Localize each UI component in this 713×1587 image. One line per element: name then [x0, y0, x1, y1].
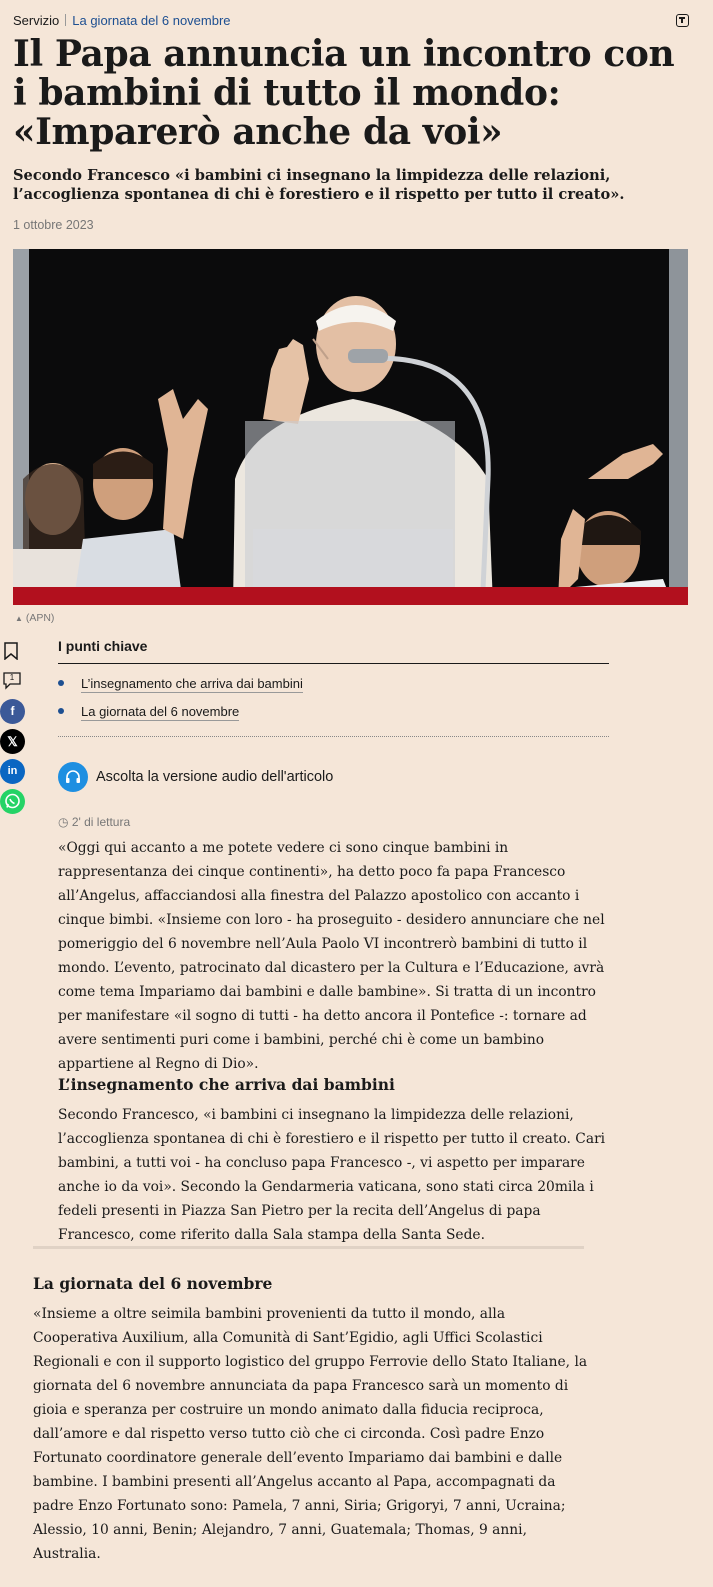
- paragraph: «Insieme a oltre seimila bambini provenienti da tutto il mondo, alla Cooperativa Auxilium, alla Comunità di Sant’Egidio, agli Uffici Scolastici Regionali e con il supporto logistico del gruppo Ferrovie dello Stato Italiane, la giornata del 6 novembre annunciata da papa Francesco sarà un momento di gioia e speranza per costruire un mondo animato dalla fiducia reciproca, dall’amore e dal rispetto verso tutto ciò che ci circonda. Così padre Enzo Fortunato coordinatore generale dell’evento Impariamo dai bambini e dalle bambine. I bambini presenti all’Angelus accanto al Papa, accompagnati da padre Enzo Fortunato sono: Pamela, 7 anni, Siria; Grigoryi, 7 anni, Ucraina; Alessio, 10 anni, Benin; Alejandro, 7 anni, Guatemala; Thomas, 9 anni, Australia.: [33, 1306, 588, 1562]
- section-heading: L’insegnamento che arriva dai bambini: [58, 1075, 395, 1094]
- x-icon[interactable]: 𝕏: [0, 729, 25, 754]
- facebook-icon[interactable]: f: [0, 699, 25, 724]
- article-photo: [13, 249, 688, 605]
- headphones-icon[interactable]: [58, 762, 88, 792]
- reading-time: ◷ 2' di lettura: [58, 815, 131, 829]
- bullet-icon: [58, 680, 64, 686]
- comment-button[interactable]: [3, 672, 21, 690]
- bullet-icon: [58, 708, 64, 714]
- key-points-title: I punti chiave: [58, 636, 609, 664]
- text-size-icon[interactable]: [676, 14, 689, 27]
- publish-date: 1 ottobre 2023: [13, 218, 94, 232]
- comment-count: 1: [9, 673, 15, 682]
- key-point-link[interactable]: L’insegnamento che arriva dai bambini: [81, 676, 303, 691]
- top-bar: [13, 13, 689, 31]
- key-point-link[interactable]: La giornata del 6 novembre: [81, 704, 240, 719]
- paragraph: Secondo Francesco, «i bambini ci insegnano la limpidezza delle relazioni, l’accoglienza spontanea di chi è forestiero e il rispetto per tutto il creato. Cari bambini, a tutti voi - ha concluso papa Francesco -, vi aspetto per imparare anche io da voi». Secondo la Gendarmeria vaticana, sono stati circa 20mila i fedeli presenti in Piazza San Pietro per la recita dell’Angelus di papa Francesco, come riferito dalla Sala stampa della Santa Sede.: [58, 1107, 606, 1243]
- linkedin-icon[interactable]: in: [0, 759, 25, 784]
- audio-label[interactable]: Ascolta la versione audio dell'articolo: [96, 769, 334, 785]
- caret-up-icon: ▲: [15, 614, 23, 623]
- key-points-divider: [58, 736, 609, 737]
- key-point-item[interactable]: [58, 675, 609, 692]
- topic-link[interactable]: La giornata del 6 novembre: [72, 13, 231, 28]
- paragraph: «Oggi qui accanto a me potete vedere ci sono cinque bambini in rappresentanza dei cinque continenti», ha detto poco fa papa Francesco all’Angelus, affacciandosi alla finestra del Palazzo apostolico con accanto i cinque bimbi. «Insieme con loro - ha proseguito - desidero annunciare che nel pomeriggio del 6 novembre nell’Aula Paolo VI incontrerò bambini di tutto il mondo. L’evento, patrocinato dal dicastero per la Cultura e l’Educazione, avrà come tema Impariamo dai bambini e dalle bambine». Si tratta di un incontro per manifestare «il sogno di tutti - ha detto ancora il Pontefice -: tornare ad avere sentimenti puri come i bambini, perché chi è come un bambino appartiene al Regno di Dio».: [58, 840, 605, 1072]
- photo-illustration: [13, 249, 688, 605]
- whatsapp-icon[interactable]: [0, 789, 25, 814]
- breadcrumb-separator: [65, 14, 66, 26]
- key-point-item[interactable]: [58, 703, 609, 720]
- key-points-box: [58, 636, 609, 720]
- clock-icon: ◷: [58, 815, 69, 829]
- bookmark-icon[interactable]: [3, 642, 19, 660]
- section-heading: La giornata del 6 novembre: [33, 1274, 273, 1293]
- headphones-glyph: [58, 762, 88, 792]
- photo-caption: ▲ (APN): [15, 612, 55, 624]
- article-title: Il Papa annuncia un incontro con i bambini di tutto il mondo: «Imparerò anche da voi»: [13, 33, 675, 153]
- article-subtitle: Secondo Francesco «i bambini ci insegnano la limpidezza delle relazioni, l’accoglienza spontanea di chi è forestiero e il rispetto per tutto il creato».: [13, 167, 625, 203]
- section-label[interactable]: Servizio: [13, 13, 60, 28]
- whatsapp-glyph: [0, 789, 25, 814]
- section-divider: [33, 1246, 584, 1249]
